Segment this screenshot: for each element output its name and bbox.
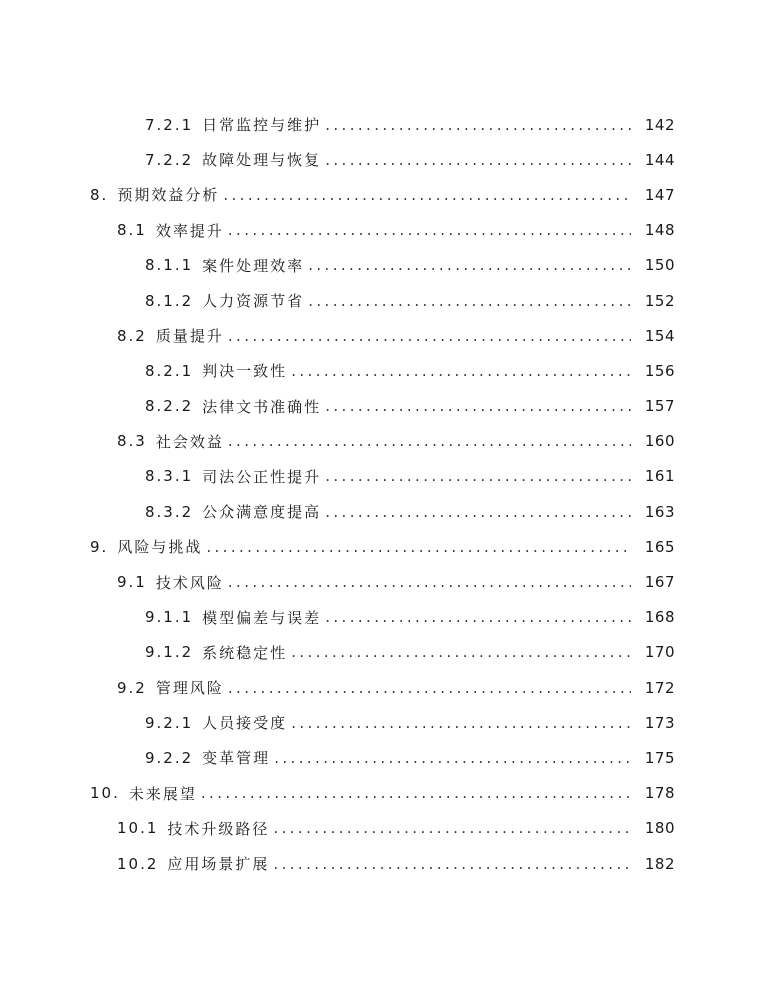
toc-entry[interactable] bbox=[0, 318, 765, 353]
toc-dot-leader bbox=[228, 679, 631, 697]
toc-dot-leader bbox=[308, 256, 631, 274]
toc-entry[interactable] bbox=[0, 740, 765, 775]
toc-entry-page-number: 167 bbox=[644, 573, 675, 592]
toc-entry[interactable] bbox=[0, 424, 765, 459]
toc-dot-leader bbox=[273, 819, 631, 837]
toc-dot-leader bbox=[228, 432, 631, 450]
toc-entry-title: 未来展望 bbox=[128, 784, 197, 803]
toc-dot-leader bbox=[325, 467, 631, 485]
toc-entry[interactable] bbox=[0, 283, 765, 318]
toc-dot-leader bbox=[201, 784, 631, 802]
toc-entry-number: 8.3 bbox=[117, 432, 147, 451]
toc-entry-title: 质量提升 bbox=[155, 327, 224, 346]
toc-entry-page-number: 170 bbox=[644, 643, 675, 662]
toc-dot-leader bbox=[325, 608, 631, 626]
toc-entry-page-number: 173 bbox=[644, 713, 675, 732]
toc-entry[interactable] bbox=[0, 353, 765, 388]
toc-entry[interactable] bbox=[0, 705, 765, 740]
toc-entry-page-number: 161 bbox=[644, 467, 675, 486]
toc-entry-page-number: 168 bbox=[644, 608, 675, 627]
toc-entry-number: 10. bbox=[90, 784, 120, 803]
toc-entry-page-number: 156 bbox=[644, 361, 675, 380]
toc-entry-number: 9.2 bbox=[117, 678, 147, 697]
toc-dot-leader bbox=[274, 749, 631, 767]
toc-entry-number: 8.1.1 bbox=[145, 256, 194, 275]
toc-entry-title: 预期效益分析 bbox=[117, 186, 220, 205]
toc-entry-number: 9.1 bbox=[117, 573, 147, 592]
toc-entry-page-number: 182 bbox=[644, 854, 675, 873]
toc-entry-title: 技术升级路径 bbox=[167, 819, 270, 838]
toc-entry-number: 8.1.2 bbox=[145, 291, 194, 310]
toc-dot-leader bbox=[291, 643, 631, 661]
toc-entry-number: 9. bbox=[90, 537, 109, 556]
toc-entry-number: 8. bbox=[90, 185, 109, 204]
toc-dot-leader bbox=[228, 221, 631, 239]
toc-entry-number: 8.1 bbox=[117, 221, 147, 240]
toc-entry[interactable] bbox=[0, 811, 765, 846]
toc-entry-title: 管理风险 bbox=[155, 679, 224, 698]
toc-dot-leader bbox=[325, 151, 631, 169]
toc-entry-number: 10.1 bbox=[117, 819, 159, 838]
toc-entry-title: 司法公正性提升 bbox=[202, 467, 322, 486]
toc-entry-title: 技术风险 bbox=[155, 573, 224, 592]
toc-entry[interactable] bbox=[0, 529, 765, 564]
toc-entry-page-number: 175 bbox=[644, 748, 675, 767]
toc-dot-leader bbox=[228, 573, 631, 591]
toc-entry-title: 社会效益 bbox=[155, 432, 224, 451]
toc-entry-page-number: 163 bbox=[644, 502, 675, 521]
toc-entry-title: 变革管理 bbox=[202, 749, 271, 768]
toc-entry-page-number: 178 bbox=[644, 784, 675, 803]
toc-entry-title: 日常监控与维护 bbox=[202, 116, 322, 135]
toc-entry[interactable] bbox=[0, 248, 765, 283]
toc-entry[interactable] bbox=[0, 846, 765, 881]
toc-entry-title: 案件处理效率 bbox=[202, 256, 305, 275]
toc-dot-leader bbox=[273, 855, 631, 873]
toc-entry-page-number: 144 bbox=[644, 150, 675, 169]
toc-dot-leader bbox=[325, 116, 631, 134]
toc-dot-leader bbox=[206, 538, 631, 556]
toc-entry-number: 7.2.1 bbox=[145, 115, 194, 134]
toc-dot-leader bbox=[291, 362, 631, 380]
toc-entry-number: 9.1.1 bbox=[145, 608, 194, 627]
toc-entry-number: 8.2 bbox=[117, 326, 147, 345]
toc-entry-page-number: 152 bbox=[644, 291, 675, 310]
toc-entry-number: 9.2.2 bbox=[145, 748, 194, 767]
toc-entry-page-number: 150 bbox=[644, 256, 675, 275]
toc-entry-number: 8.2.2 bbox=[145, 397, 194, 416]
toc-entry-title: 人力资源节省 bbox=[202, 292, 305, 311]
toc-entry-title: 故障处理与恢复 bbox=[202, 151, 322, 170]
toc-dot-leader bbox=[228, 327, 631, 345]
toc-entry-page-number: 148 bbox=[644, 221, 675, 240]
table-of-contents bbox=[0, 107, 765, 881]
toc-entry-number: 8.2.1 bbox=[145, 361, 194, 380]
toc-entry-page-number: 172 bbox=[644, 678, 675, 697]
toc-entry[interactable] bbox=[0, 107, 765, 142]
toc-dot-leader bbox=[223, 186, 631, 204]
toc-dot-leader bbox=[308, 292, 631, 310]
toc-entry-page-number: 154 bbox=[644, 326, 675, 345]
toc-entry[interactable] bbox=[0, 670, 765, 705]
toc-dot-leader bbox=[325, 503, 631, 521]
toc-entry[interactable] bbox=[0, 389, 765, 424]
toc-entry-title: 系统稳定性 bbox=[202, 643, 288, 662]
toc-entry-number: 7.2.2 bbox=[145, 150, 194, 169]
toc-entry[interactable] bbox=[0, 564, 765, 599]
toc-entry[interactable] bbox=[0, 635, 765, 670]
toc-entry-number: 9.1.2 bbox=[145, 643, 194, 662]
toc-entry[interactable] bbox=[0, 776, 765, 811]
toc-dot-leader bbox=[325, 397, 631, 415]
toc-entry-page-number: 157 bbox=[644, 397, 675, 416]
toc-entry-number: 8.3.2 bbox=[145, 502, 194, 521]
toc-entry-page-number: 180 bbox=[644, 819, 675, 838]
toc-entry-page-number: 160 bbox=[644, 432, 675, 451]
toc-entry-title: 人员接受度 bbox=[202, 714, 288, 733]
toc-dot-leader bbox=[291, 714, 631, 732]
toc-entry-title: 风险与挑战 bbox=[117, 538, 203, 557]
toc-entry[interactable] bbox=[0, 600, 765, 635]
toc-entry-number: 8.3.1 bbox=[145, 467, 194, 486]
toc-entry-page-number: 165 bbox=[644, 537, 675, 556]
toc-entry-title: 法律文书准确性 bbox=[202, 397, 322, 416]
toc-entry-number: 10.2 bbox=[117, 854, 159, 873]
toc-entry[interactable] bbox=[0, 213, 765, 248]
toc-entry[interactable] bbox=[0, 142, 765, 177]
toc-entry-title: 应用场景扩展 bbox=[167, 855, 270, 874]
toc-entry-title: 效率提升 bbox=[155, 221, 224, 240]
toc-entry-title: 判决一致性 bbox=[202, 362, 288, 381]
toc-entry-page-number: 142 bbox=[644, 115, 675, 134]
toc-entry[interactable] bbox=[0, 494, 765, 529]
toc-entry-title: 公众满意度提高 bbox=[202, 503, 322, 522]
toc-entry[interactable] bbox=[0, 177, 765, 212]
toc-entry-page-number: 147 bbox=[644, 185, 675, 204]
toc-entry-number: 9.2.1 bbox=[145, 713, 194, 732]
toc-entry-title: 模型偏差与误差 bbox=[202, 608, 322, 627]
toc-entry[interactable] bbox=[0, 459, 765, 494]
